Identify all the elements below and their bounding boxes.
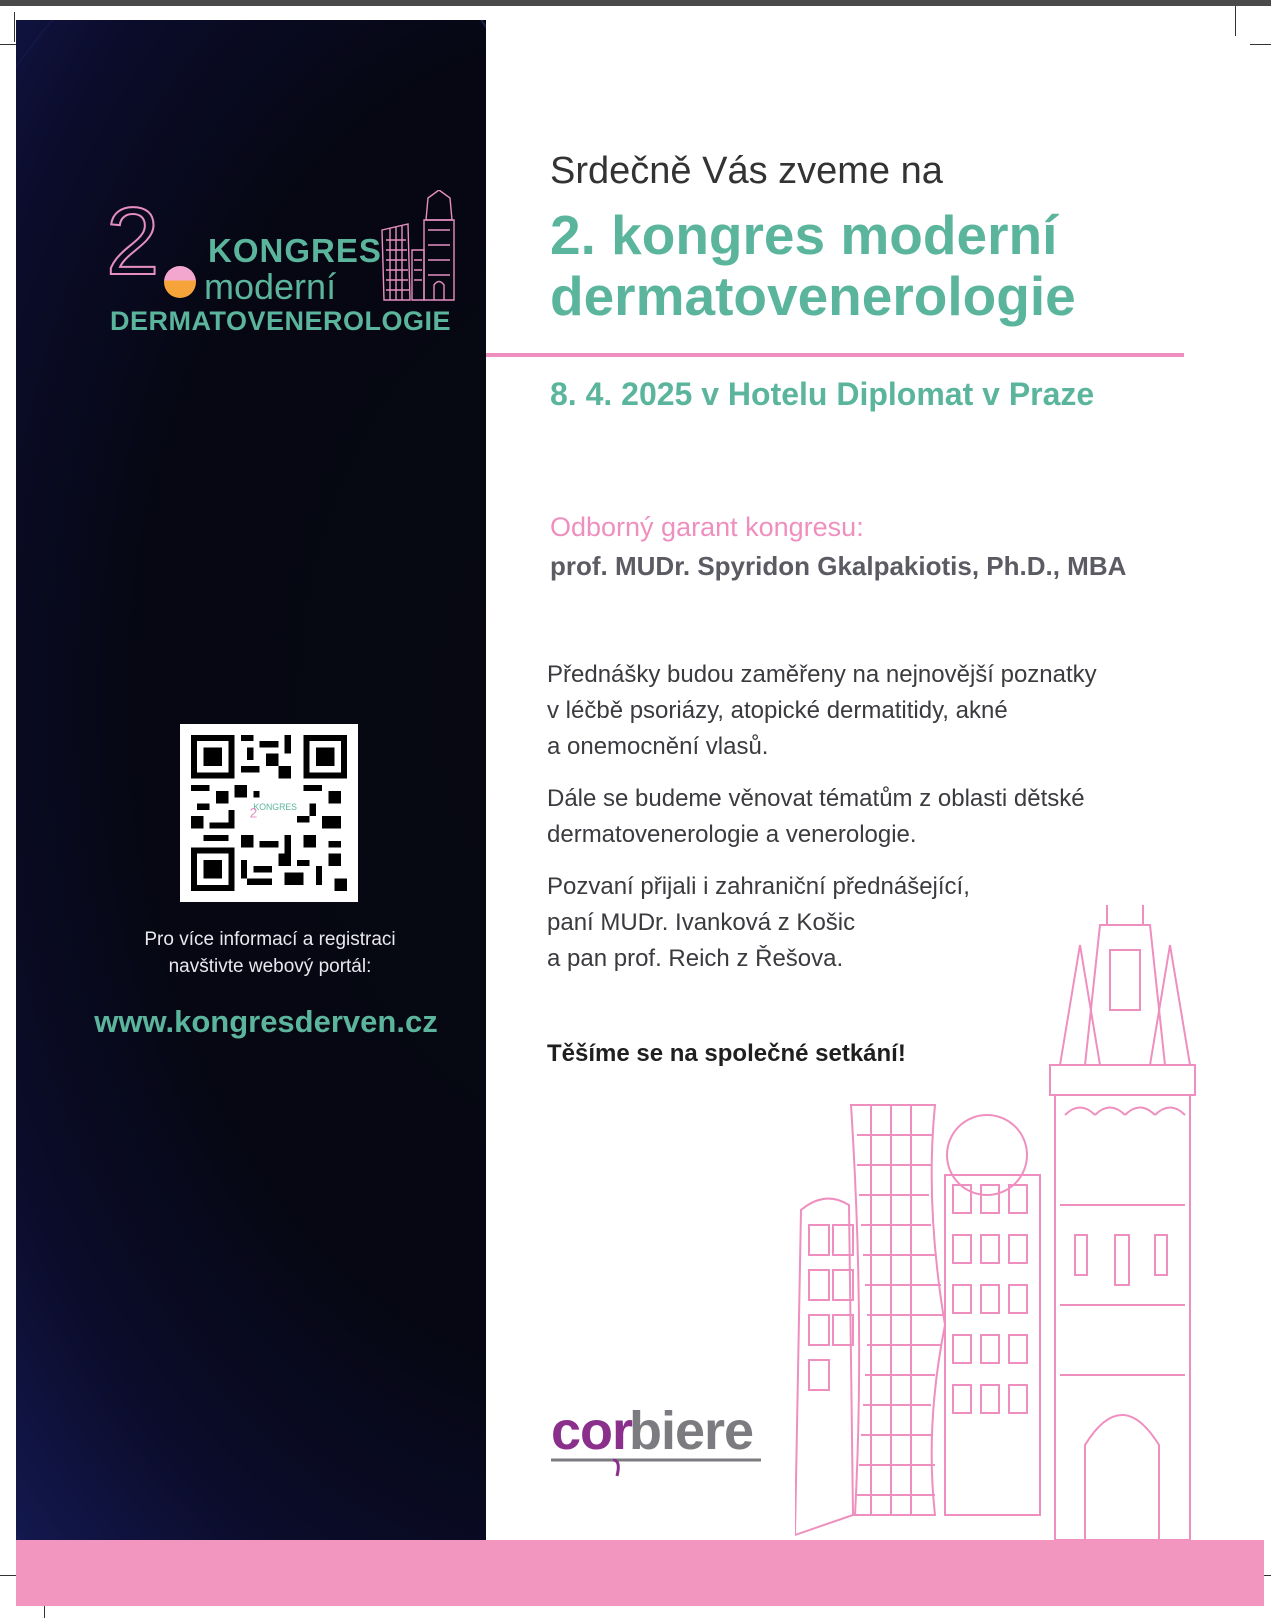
- city-skyline-icon: [380, 190, 460, 302]
- crop-mark: [1235, 6, 1236, 36]
- logo-dermatovenerologie: DERMATOVENEROLOGIE: [110, 306, 452, 336]
- pink-footer-band: [16, 1540, 1264, 1606]
- invite-text: Srdečně Vás zveme na: [550, 150, 943, 192]
- logo-kongres: KONGRES: [208, 232, 382, 269]
- title-line-2: dermatovenerologie: [550, 265, 1076, 327]
- divider: [486, 353, 1184, 357]
- left-panel: [16, 20, 486, 1540]
- corbiere-logo: [551, 1400, 771, 1490]
- congress-logo: [92, 180, 472, 340]
- logo-number: 2: [106, 188, 160, 295]
- garant-label: Odborný garant kongresu:: [550, 512, 864, 542]
- closing-text: Těšíme se na společné setkání!: [547, 1040, 906, 1067]
- qr-code-icon: [191, 735, 347, 891]
- svg-text:KONGRES: KONGRES: [253, 801, 298, 812]
- crop-mark: [14, 12, 15, 42]
- garant-name: prof. MUDr. Spyridon Gkalpakiotis, Ph.D., MBA: [550, 551, 1127, 581]
- paragraph-guests: Pozvaní přijali i zahraniční přednášející, paní MUDr. Ivanková z Košic a pan prof. Reich z Řešova.: [547, 873, 970, 972]
- website-link[interactable]: www.kongresderven.cz: [94, 1004, 438, 1039]
- corbiere-logo-cor: cor: [551, 1401, 633, 1461]
- svg-text:2: 2: [249, 805, 258, 821]
- logo-moderni: moderní: [204, 266, 337, 307]
- logo-sun-dot: [164, 266, 196, 298]
- title-line-1: 2. kongres moderní: [550, 204, 1058, 266]
- info-line-2: navštivte webový portál:: [168, 956, 372, 977]
- corbiere-logo-biere: biere: [629, 1401, 754, 1461]
- event-title: [550, 205, 1210, 327]
- event-date: 8. 4. 2025 v Hotelu Diplomat v Praze: [550, 376, 1095, 412]
- corbiere-swoosh-icon: [551, 1452, 771, 1482]
- prague-buildings-illustration: [795, 905, 1215, 1540]
- info-line-1: Pro více informací a registraci: [144, 929, 396, 950]
- paragraph-topics: Přednášky budou zaměřeny na nejnovější poznatky v léčbě psoriázy, atopické dermatitidy, akné a onemocnění vlasů.: [547, 661, 1097, 760]
- paragraph-children: Dále se budeme věnovat tématům z oblasti dětské dermatovenerologie a venerologie.: [547, 785, 1085, 848]
- crop-mark: [1250, 44, 1271, 45]
- qr-code[interactable]: [180, 724, 358, 902]
- info-text: [100, 926, 440, 980]
- top-border: [0, 0, 1271, 6]
